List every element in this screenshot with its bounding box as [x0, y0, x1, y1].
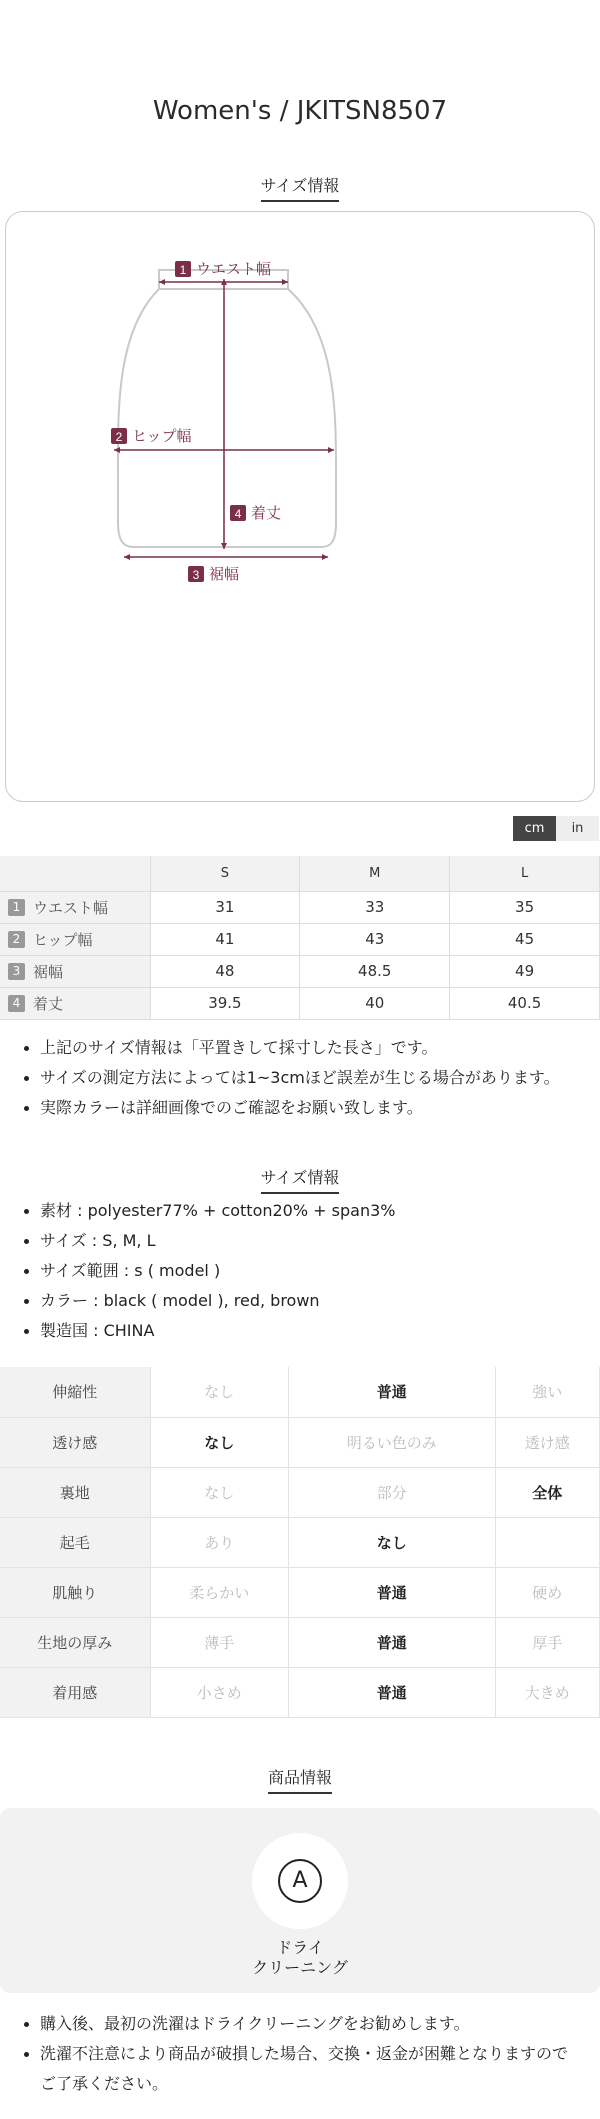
row-label: ウエスト幅 — [33, 898, 109, 917]
list-item: 製造国 : CHINA — [0, 1316, 600, 1346]
size-cell: 48 — [150, 955, 300, 987]
hip-arrow-left — [114, 447, 120, 453]
info-section-title: サイズ情報 — [261, 1165, 340, 1194]
size-table-header-row — [0, 856, 600, 891]
size-cell: 49 — [450, 955, 600, 987]
spec-label: 起毛 — [0, 1517, 150, 1567]
size-cell: 41 — [150, 923, 300, 955]
spec-label: 生地の厚み — [0, 1617, 150, 1667]
row-number-badge: 3 — [8, 963, 25, 980]
dry-clean-icon — [252, 1833, 348, 1929]
product-info-list — [0, 1196, 600, 1346]
spec-option: なし — [150, 1467, 288, 1517]
spec-option: 普通 — [288, 1367, 495, 1417]
spec-option: 硬め — [495, 1567, 599, 1617]
unit-toggle — [513, 816, 599, 841]
spec-option — [495, 1517, 599, 1567]
hem-arrow-right — [322, 554, 328, 560]
table-row — [0, 891, 600, 923]
list-item: 上記のサイズ情報は「平置きして採寸した長さ」です。 — [0, 1033, 600, 1063]
row-header — [0, 923, 150, 955]
table-row — [0, 923, 600, 955]
size-cell: 43 — [300, 923, 450, 955]
care-label — [0, 1938, 600, 1978]
spec-option: なし — [288, 1517, 495, 1567]
size-cell: 45 — [450, 923, 600, 955]
list-item: サイズの測定方法によっては1~3cmほど誤差が生じる場合があります。 — [0, 1063, 600, 1093]
spec-option: 小さめ — [150, 1667, 288, 1717]
size-section-heading — [0, 173, 600, 202]
list-item: 購入後、最初の洗濯はドライクリーニングをお勧めします。 — [0, 2009, 600, 2039]
size-cell: 39.5 — [150, 987, 300, 1019]
spec-option: なし — [150, 1367, 288, 1417]
care-label-line2: クリーニング — [252, 1958, 348, 1977]
size-cell: 33 — [300, 891, 450, 923]
list-item: サイズ : S, M, L — [0, 1226, 600, 1256]
size-cell: 48.5 — [300, 955, 450, 987]
spec-option: 大きめ — [495, 1667, 599, 1717]
spec-option: 普通 — [288, 1667, 495, 1717]
care-instructions-box — [0, 1808, 600, 1993]
skirt-outline — [115, 270, 336, 547]
size-cell: 40 — [300, 987, 450, 1019]
list-item-continuation: ご了承ください。 — [40, 2074, 169, 2093]
spec-option: 強い — [495, 1367, 599, 1417]
unit-in-button[interactable]: in — [556, 816, 599, 841]
spec-option: 普通 — [288, 1567, 495, 1617]
table-row — [0, 1517, 600, 1567]
fabric-spec-table — [0, 1367, 600, 1718]
row-number-badge: 4 — [8, 995, 25, 1012]
row-label: 着丈 — [33, 994, 64, 1013]
spec-option: 明るい色のみ — [288, 1417, 495, 1467]
goods-section-heading — [0, 1765, 600, 1794]
table-row — [0, 1417, 600, 1467]
spec-option: 厚手 — [495, 1617, 599, 1667]
skirt-measurement-diagram — [5, 211, 595, 802]
size-notes-list — [0, 1033, 600, 1123]
length-label-num: 4 — [234, 507, 242, 521]
table-row — [0, 987, 600, 1019]
row-number-badge: 2 — [8, 931, 25, 948]
list-item: 素材 : polyester77% + cotton20% + span3% — [0, 1196, 600, 1226]
size-header-l: L — [450, 856, 600, 891]
row-label: 裾幅 — [33, 962, 64, 981]
row-label: ヒップ幅 — [33, 930, 93, 949]
spec-option: 普通 — [288, 1617, 495, 1667]
row-header — [0, 987, 150, 1019]
spec-label: 透け感 — [0, 1417, 150, 1467]
row-header — [0, 891, 150, 923]
spec-label: 伸縮性 — [0, 1367, 150, 1417]
size-table-corner — [0, 856, 150, 891]
hip-label-text: ヒップ幅 — [132, 427, 192, 445]
table-row — [0, 1367, 600, 1417]
list-item: カラー : black ( model ), red, brown — [0, 1286, 600, 1316]
hem-label-num: 3 — [192, 568, 200, 582]
waist-label-text: ウエスト幅 — [196, 260, 272, 278]
info-section-heading — [0, 1165, 600, 1194]
spec-option: 薄手 — [150, 1617, 288, 1667]
care-notes-list — [0, 2009, 600, 2099]
spec-label: 裏地 — [0, 1467, 150, 1517]
row-header — [0, 955, 150, 987]
hem-label-text: 裾幅 — [209, 565, 240, 583]
list-item: 実際カラーは詳細画像でのご確認をお願い致します。 — [0, 1093, 600, 1123]
table-row — [0, 1617, 600, 1667]
size-table — [0, 856, 600, 1020]
table-row — [0, 1667, 600, 1717]
table-row — [0, 1467, 600, 1517]
care-label-line1: ドライ — [276, 1938, 324, 1957]
unit-cm-button[interactable]: cm — [513, 816, 556, 841]
spec-option: 全体 — [495, 1467, 599, 1517]
row-number-badge: 1 — [8, 899, 25, 916]
size-header-s: S — [150, 856, 300, 891]
spec-label: 着用感 — [0, 1667, 150, 1717]
table-row — [0, 1567, 600, 1617]
size-cell: 40.5 — [450, 987, 600, 1019]
spec-option: 柔らかい — [150, 1567, 288, 1617]
waist-label-num: 1 — [179, 263, 187, 277]
hem-arrow-left — [124, 554, 130, 560]
list-item: サイズ範囲 : s ( model ) — [0, 1256, 600, 1286]
dry-clean-symbol: A — [278, 1859, 322, 1903]
spec-option: 透け感 — [495, 1417, 599, 1467]
spec-option: なし — [150, 1417, 288, 1467]
skirt-diagram-svg — [6, 212, 596, 803]
goods-section-title: 商品情報 — [268, 1765, 332, 1794]
spec-option: あり — [150, 1517, 288, 1567]
size-section-title: サイズ情報 — [261, 173, 340, 202]
size-header-m: M — [300, 856, 450, 891]
page-title: Women's / JKITSN8507 — [152, 96, 448, 126]
table-row — [0, 955, 600, 987]
spec-option: 部分 — [288, 1467, 495, 1517]
hip-label-num: 2 — [115, 430, 123, 444]
length-label-text: 着丈 — [251, 504, 282, 522]
spec-label: 肌触り — [0, 1567, 150, 1617]
list-item: 洗濯不注意により商品が破損した場合、交換・返金が困難となりますので — [0, 2039, 600, 2069]
size-cell: 31 — [150, 891, 300, 923]
size-cell: 35 — [450, 891, 600, 923]
